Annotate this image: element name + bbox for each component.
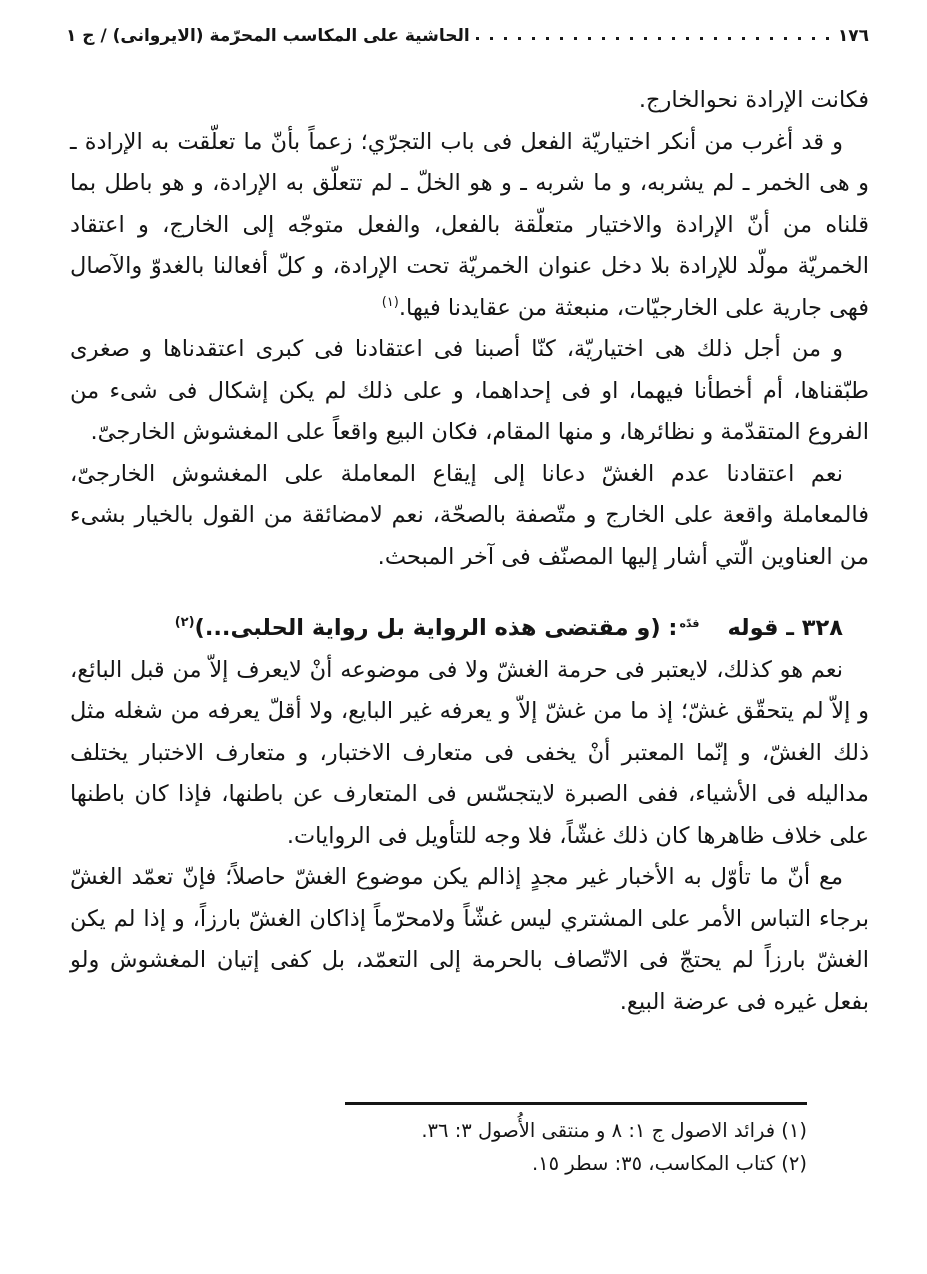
- section-number-lead: ٣٢٨ ـ قوله: [727, 615, 843, 641]
- paragraph-text: و قد أغرب من أنكر اختياريّة الفعل فى باب التجرّي؛ زعماً بأنّ ما تعلّقت به الإرادة ـ و هى الخمر ـ لم يشربه، و ما شربه ـ و هو الخلّ ـ لم تتعلّق به الإرادة، و هو باطل بما قلناه من أنّ الإرادة والاختيار متعلّقة بالفعل، والفعل متوجّه إلى الخارج، و اعتقاد الخمريّة مولّد للإرادة بلا دخل عنوان الخمريّة تحت الإرادة، و كلّ أفعالنا بالغدوّ والآصال فهى جارية على الخارجيّات، منبعثة من عقايدنا فيها.: [70, 128, 869, 321]
- running-header: [66, 26, 869, 46]
- footnote-2: (٢) كتاب المكاسب، ٣٥: سطر ١٥.: [531, 1151, 807, 1175]
- paragraph: [70, 122, 869, 330]
- paragraph: مع أنّ ما تأوّل به الأخبار غير مجدٍ إذالم يكن موضوع الغشّ حاصلاً؛ فإنّ تعمّد الغشّ برجاء التباس الأمر على المشتري ليس غشّاً ولامحرّماً إذاكان الغشّ بارزاً، و إذا لم يكن الغشّ بارزاً لم يحتجّ فى الاتّصاف بالحرمة إلى التعمّد، بل كفى إتيان المغشوش ولو بفعل غيره فى عرضة البيع.: [70, 864, 869, 1015]
- book-title: الحاشية على المكاسب المحرّمة (الايروانى) / ج ١: [66, 26, 470, 46]
- section-heading: [70, 608, 869, 650]
- footnote-1: (١) فرائد الاصول ج ١: ٨ و منتقى الأُصول ٣: ٣٦.: [421, 1118, 807, 1142]
- section-quote: : (و مقتضى هذه الرواية بل رواية الحلبى...): [194, 615, 678, 641]
- paragraph: و من أجل ذلك هى اختياريّة، كنّا أصبنا فى اعتقادنا فى كبرى اعتقدناها و صغرى طبّقناها، أم أخطأنا فيهما، او فى إحداهما، و على ذلك لم يكن إشكال فى شىء من الفروع المتقدّمة و نظائرها، و منها المقام، فكان البيع واقعاً على المغشوش الخارجىّ.: [70, 336, 869, 445]
- honorific-mark: قدّه: [679, 617, 700, 630]
- paragraph: نعم اعتقادنا عدم الغشّ دعانا إلى إيقاع المعاملة على المغشوش الخارجىّ، فالمعاملة واقعة على الخارج و متّصفة بالصحّة، نعم لامضائقة من القول بالخيار بشىء من العناوين الّتي أشار إليها المصنّف فى آخر المبحث.: [70, 460, 869, 570]
- body-text: [70, 80, 869, 1023]
- footnotes-section: [70, 1102, 807, 1180]
- dot-leader: [476, 37, 832, 40]
- page-number: ١٧٦: [837, 26, 869, 46]
- paragraph: نعم هو كذلك، لايعتبر فى حرمة الغشّ ولا فى موضوعه أنْ لايعرف إلاّ من قبل البائع، و إلاّ لم يتحقّق غشّ؛ إذ ما من غشّ إلاّ و يعرفه غير البايع، ولا أقلّ يعرفه من شغله مثل ذلك الغشّ، و إنّما المعتبر أنْ يخفى فى متعارف الاختبار، و متعارف الاختبار يختلف مداليله فى الأشياء، ففى الصبرة لايتجسّس فى المتعارف عن باطنها، فإذا كان باطنها على خلاف ظاهرها كان ذلك غشّاً، فلا وجه للتأويل فى الروايات.: [70, 656, 869, 849]
- footnote-rule: [345, 1102, 807, 1105]
- paragraph-continuation: فكانت الإرادة نحوالخارج.: [638, 87, 869, 113]
- footnote-ref-2: (٢): [174, 615, 195, 630]
- footnote-ref-1: (١): [381, 294, 399, 310]
